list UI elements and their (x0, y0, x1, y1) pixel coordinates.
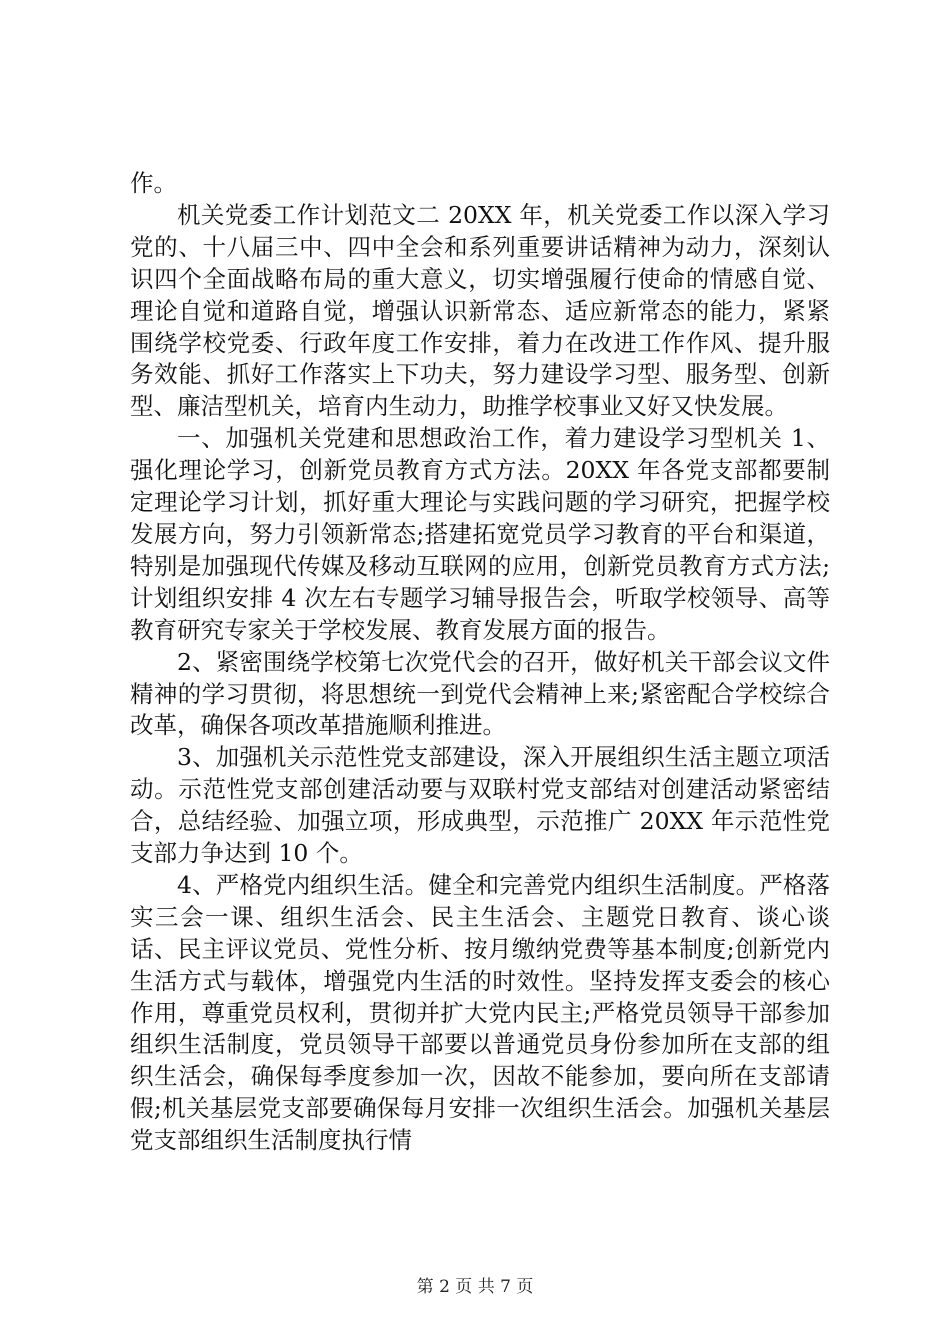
paragraph-3: 一、加强机关党建和思想政治工作，着力建设学习型机关 1、强化理论学习，创新党员教育方式方法。20XX 年各党支部都要制定理论学习计划，抓好重大理论与实践问题的学习研究，把握学校发展方向，努力引领新常态;搭建拓宽党员学习教育的平台和渠道，特别是加强现代传媒及移动互联网的应用，创新党员教育方式方法;计划组织安排 4 次左右专题学习辅导报告会，听取学校领导、高等教育研究专家关于学校发展、教育发展方面的报告。 (130, 424, 830, 644)
document-body (130, 168, 830, 1157)
paragraph-2: 机关党委工作计划范文二 20XX 年，机关党委工作以深入学习党的、十八届三中、四中全会和系列重要讲话精神为动力，深刻认识四个全面战略布局的重大意义，切实增强履行使命的情感自觉、理论自觉和道路自觉，增强认识新常态、适应新常态的能力，紧紧围绕学校党委、行政年度工作安排，着力在改进工作作风、提升服务效能、抓好工作落实上下功夫，努力建设学习型、服务型、创新型、廉洁型机关，培育内生动力，助推学校事业又好又快发展。 (130, 200, 830, 421)
page-footer: 第 2 页 共 7 页 (416, 1277, 534, 1297)
paragraph-4: 2、紧密围绕学校第七次党代会的召开，做好机关干部会议文件精神的学习贯彻，将思想统一到党代会精神上来;紧密配合学校综合改革，确保各项改革措施顺利推进。 (130, 647, 830, 740)
paragraph-1: 作。 (130, 169, 177, 197)
paragraph-6: 4、严格党内组织生活。健全和完善党内组织生活制度。严格落实三会一课、组织生活会、民主生活会、主题党日教育、谈心谈话、民主评议党员、党性分析、按月缴纳党费等基本制度;创新党内生活方式与载体，增强党内生活的时效性。坚持发挥支委会的核心作用，尊重党员权利，贯彻并扩大党内民主;严格党员领导干部参加组织生活制度，党员领导干部要以普通党员身份参加所在支部的组织生活会，确保每季度参加一次，因故不能参加，要向所在支部请假;机关基层党支部要确保每月安排一次组织生活会。加强机关基层党支部组织生活制度执行情 (130, 870, 830, 1155)
paragraph-5: 3、加强机关示范性党支部建设，深入开展组织生活主题立项活动。示范性党支部创建活动要与双联村党支部结对创建活动紧密结合，总结经验、加强立项，形成典型，示范推广 20XX 年示范性党支部力争达到 10 个。 (130, 743, 830, 868)
